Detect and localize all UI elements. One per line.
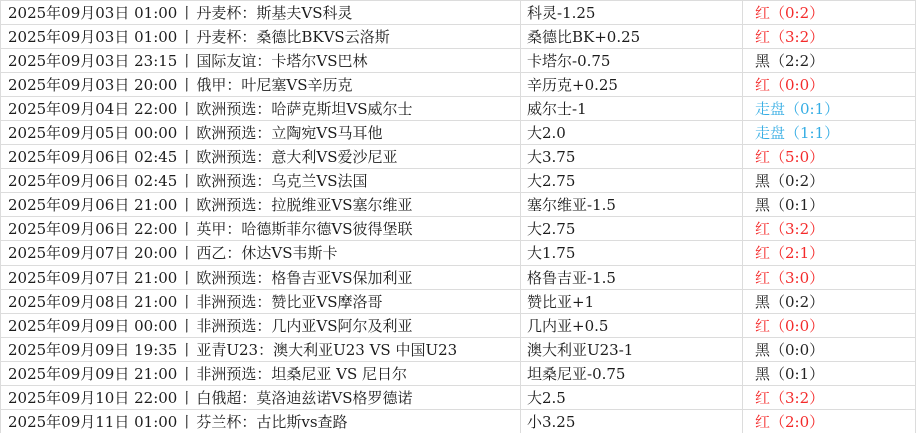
match-title: 欧洲预选：格鲁吉亚VS保加利亚 xyxy=(196,268,413,287)
match-title: 白俄超：莫洛迪兹诺VS格罗德诺 xyxy=(196,388,413,407)
table-row xyxy=(1,121,916,145)
result-text: 黑（0:2） xyxy=(755,172,825,191)
pick-text: 澳大利亚U23-1 xyxy=(527,340,634,359)
match-title: 非洲预选：几内亚VS阿尔及利亚 xyxy=(196,316,413,335)
match-datetime: 2025年09月06日 22:00 xyxy=(8,220,178,239)
table-row xyxy=(1,1,916,25)
pick-cell xyxy=(521,121,743,144)
pick-text: 桑德比BK+0.25 xyxy=(527,28,641,47)
table-row xyxy=(1,193,916,217)
result-text: 黑（0:0） xyxy=(755,340,825,359)
match-cell xyxy=(1,314,521,337)
match-datetime: 2025年09月03日 01:00 xyxy=(8,28,178,47)
result-text: 黑（0:1） xyxy=(755,364,825,383)
result-cell xyxy=(743,1,916,24)
pick-text: 大2.5 xyxy=(527,388,566,407)
pick-cell xyxy=(521,49,743,72)
match-datetime: 2025年09月06日 02:45 xyxy=(8,172,178,191)
match-title: 俄甲：叶尼塞VS辛历克 xyxy=(196,76,353,95)
result-cell xyxy=(743,314,916,337)
separator-text: 丨 xyxy=(179,268,195,287)
result-cell xyxy=(743,169,916,192)
match-title: 非洲预选：赞比亚VS摩洛哥 xyxy=(196,292,383,311)
pick-cell xyxy=(521,362,743,385)
separator-text: 丨 xyxy=(179,172,195,191)
pick-cell xyxy=(521,314,743,337)
result-text: 红（2:0） xyxy=(755,412,825,431)
match-datetime: 2025年09月10日 22:00 xyxy=(8,388,178,407)
match-cell xyxy=(1,25,521,48)
match-cell xyxy=(1,217,521,240)
match-title: 欧洲预选：乌克兰VS法国 xyxy=(196,172,368,191)
pick-text: 辛历克+0.25 xyxy=(527,76,618,95)
match-datetime: 2025年09月07日 20:00 xyxy=(8,244,178,263)
pick-text: 塞尔维亚-1.5 xyxy=(527,196,616,215)
result-cell xyxy=(743,97,916,120)
pick-text: 大2.75 xyxy=(527,220,576,239)
pick-cell xyxy=(521,217,743,240)
result-cell xyxy=(743,49,916,72)
separator-text: 丨 xyxy=(179,244,195,263)
match-datetime: 2025年09月11日 01:00 xyxy=(8,412,178,431)
pick-text: 威尔士-1 xyxy=(527,100,587,119)
match-datetime: 2025年09月09日 19:35 xyxy=(8,340,178,359)
match-title: 丹麦杯：桑德比BKVS云洛斯 xyxy=(196,28,390,47)
pick-cell xyxy=(521,266,743,289)
result-cell xyxy=(743,266,916,289)
result-text: 走盘（0:1） xyxy=(755,100,840,119)
result-cell xyxy=(743,145,916,168)
separator-text: 丨 xyxy=(179,316,195,335)
match-cell xyxy=(1,145,521,168)
table-row xyxy=(1,241,916,265)
result-cell xyxy=(743,362,916,385)
separator-text: 丨 xyxy=(179,196,195,215)
pick-cell xyxy=(521,25,743,48)
pick-cell xyxy=(521,193,743,216)
match-datetime: 2025年09月03日 01:00 xyxy=(8,4,178,23)
match-cell xyxy=(1,338,521,361)
result-text: 红（3:2） xyxy=(755,388,825,407)
result-cell xyxy=(743,338,916,361)
pick-cell xyxy=(521,241,743,264)
separator-text: 丨 xyxy=(179,220,195,239)
result-text: 走盘（1:1） xyxy=(755,124,840,143)
separator-text: 丨 xyxy=(179,4,195,23)
pick-cell xyxy=(521,145,743,168)
match-title: 芬兰杯：古比斯vs查路 xyxy=(196,412,348,431)
result-cell xyxy=(743,241,916,264)
pick-text: 大3.75 xyxy=(527,148,576,167)
separator-text: 丨 xyxy=(179,124,195,143)
match-title: 欧洲预选：哈萨克斯坦VS威尔士 xyxy=(196,100,413,119)
separator-text: 丨 xyxy=(179,388,195,407)
pick-text: 大1.75 xyxy=(527,244,576,263)
pick-text: 卡塔尔-0.75 xyxy=(527,52,611,71)
result-cell xyxy=(743,217,916,240)
table-row xyxy=(1,169,916,193)
table-row xyxy=(1,145,916,169)
pick-cell xyxy=(521,97,743,120)
result-text: 红（3:2） xyxy=(755,220,825,239)
result-cell xyxy=(743,410,916,433)
match-title: 西乙：休达VS韦斯卡 xyxy=(196,244,338,263)
match-title: 国际友谊：卡塔尔VS巴林 xyxy=(196,52,368,71)
match-title: 欧洲预选：意大利VS爱沙尼亚 xyxy=(196,148,398,167)
match-cell xyxy=(1,1,521,24)
result-cell xyxy=(743,290,916,313)
result-text: 红（3:2） xyxy=(755,28,825,47)
separator-text: 丨 xyxy=(179,292,195,311)
result-cell xyxy=(743,73,916,96)
pick-text: 几内亚+0.5 xyxy=(527,316,609,335)
result-text: 红（0:0） xyxy=(755,76,825,95)
table-row xyxy=(1,290,916,314)
pick-cell xyxy=(521,386,743,409)
match-cell xyxy=(1,97,521,120)
match-title: 丹麦杯：斯基夫VS科灵 xyxy=(196,4,353,23)
pick-text: 格鲁吉亚-1.5 xyxy=(527,268,616,287)
table-row xyxy=(1,338,916,362)
table-row xyxy=(1,314,916,338)
pick-cell xyxy=(521,169,743,192)
match-datetime: 2025年09月04日 22:00 xyxy=(8,100,178,119)
match-title: 非洲预选：坦桑尼亚 VS 尼日尔 xyxy=(196,364,408,383)
table-row xyxy=(1,217,916,241)
result-text: 红（5:0） xyxy=(755,148,825,167)
separator-text: 丨 xyxy=(179,100,195,119)
result-cell xyxy=(743,193,916,216)
match-cell xyxy=(1,121,521,144)
result-cell xyxy=(743,121,916,144)
match-datetime: 2025年09月03日 20:00 xyxy=(8,76,178,95)
match-title: 英甲：哈德斯菲尔德VS彼得堡联 xyxy=(196,220,413,239)
table-row xyxy=(1,25,916,49)
separator-text: 丨 xyxy=(179,412,195,431)
pick-text: 小3.25 xyxy=(527,412,576,431)
match-datetime: 2025年09月08日 21:00 xyxy=(8,292,178,311)
pick-cell xyxy=(521,338,743,361)
table-row xyxy=(1,97,916,121)
match-datetime: 2025年09月03日 23:15 xyxy=(8,52,178,71)
pick-cell xyxy=(521,410,743,433)
result-text: 红（2:1） xyxy=(755,244,825,263)
match-title: 欧洲预选：立陶宛VS马耳他 xyxy=(196,124,383,143)
match-title: 欧洲预选：拉脱维亚VS塞尔维亚 xyxy=(196,196,413,215)
separator-text: 丨 xyxy=(179,340,195,359)
result-cell xyxy=(743,25,916,48)
result-text: 黑（0:1） xyxy=(755,196,825,215)
match-datetime: 2025年09月09日 00:00 xyxy=(8,316,178,335)
result-text: 红（0:2） xyxy=(755,4,825,23)
match-datetime: 2025年09月06日 21:00 xyxy=(8,196,178,215)
table-row xyxy=(1,49,916,73)
match-datetime: 2025年09月05日 00:00 xyxy=(8,124,178,143)
table-row xyxy=(1,73,916,97)
table-row xyxy=(1,266,916,290)
result-text: 红（0:0） xyxy=(755,316,825,335)
pick-cell xyxy=(521,1,743,24)
match-cell xyxy=(1,193,521,216)
match-cell xyxy=(1,169,521,192)
match-cell xyxy=(1,386,521,409)
match-cell xyxy=(1,241,521,264)
pick-text: 坦桑尼亚-0.75 xyxy=(527,364,626,383)
match-cell xyxy=(1,290,521,313)
result-text: 黑（2:2） xyxy=(755,52,825,71)
separator-text: 丨 xyxy=(179,28,195,47)
result-text: 黑（0:2） xyxy=(755,292,825,311)
match-cell xyxy=(1,410,521,433)
separator-text: 丨 xyxy=(179,52,195,71)
table-row xyxy=(1,386,916,410)
separator-text: 丨 xyxy=(179,364,195,383)
table-row xyxy=(1,410,916,433)
match-cell xyxy=(1,362,521,385)
result-text: 红（3:0） xyxy=(755,268,825,287)
pick-text: 赞比亚+1 xyxy=(527,292,595,311)
match-title: 亚青U23：澳大利亚U23 VS 中国U23 xyxy=(196,340,458,359)
table-row xyxy=(1,362,916,386)
match-cell xyxy=(1,49,521,72)
pick-cell xyxy=(521,73,743,96)
match-datetime: 2025年09月09日 21:00 xyxy=(8,364,178,383)
match-datetime: 2025年09月06日 02:45 xyxy=(8,148,178,167)
pick-text: 大2.75 xyxy=(527,172,576,191)
pick-cell xyxy=(521,290,743,313)
separator-text: 丨 xyxy=(179,76,195,95)
match-cell xyxy=(1,266,521,289)
pick-text: 大2.0 xyxy=(527,124,566,143)
result-cell xyxy=(743,386,916,409)
pick-text: 科灵-1.25 xyxy=(527,4,596,23)
match-cell xyxy=(1,73,521,96)
separator-text: 丨 xyxy=(179,148,195,167)
match-datetime: 2025年09月07日 21:00 xyxy=(8,268,178,287)
